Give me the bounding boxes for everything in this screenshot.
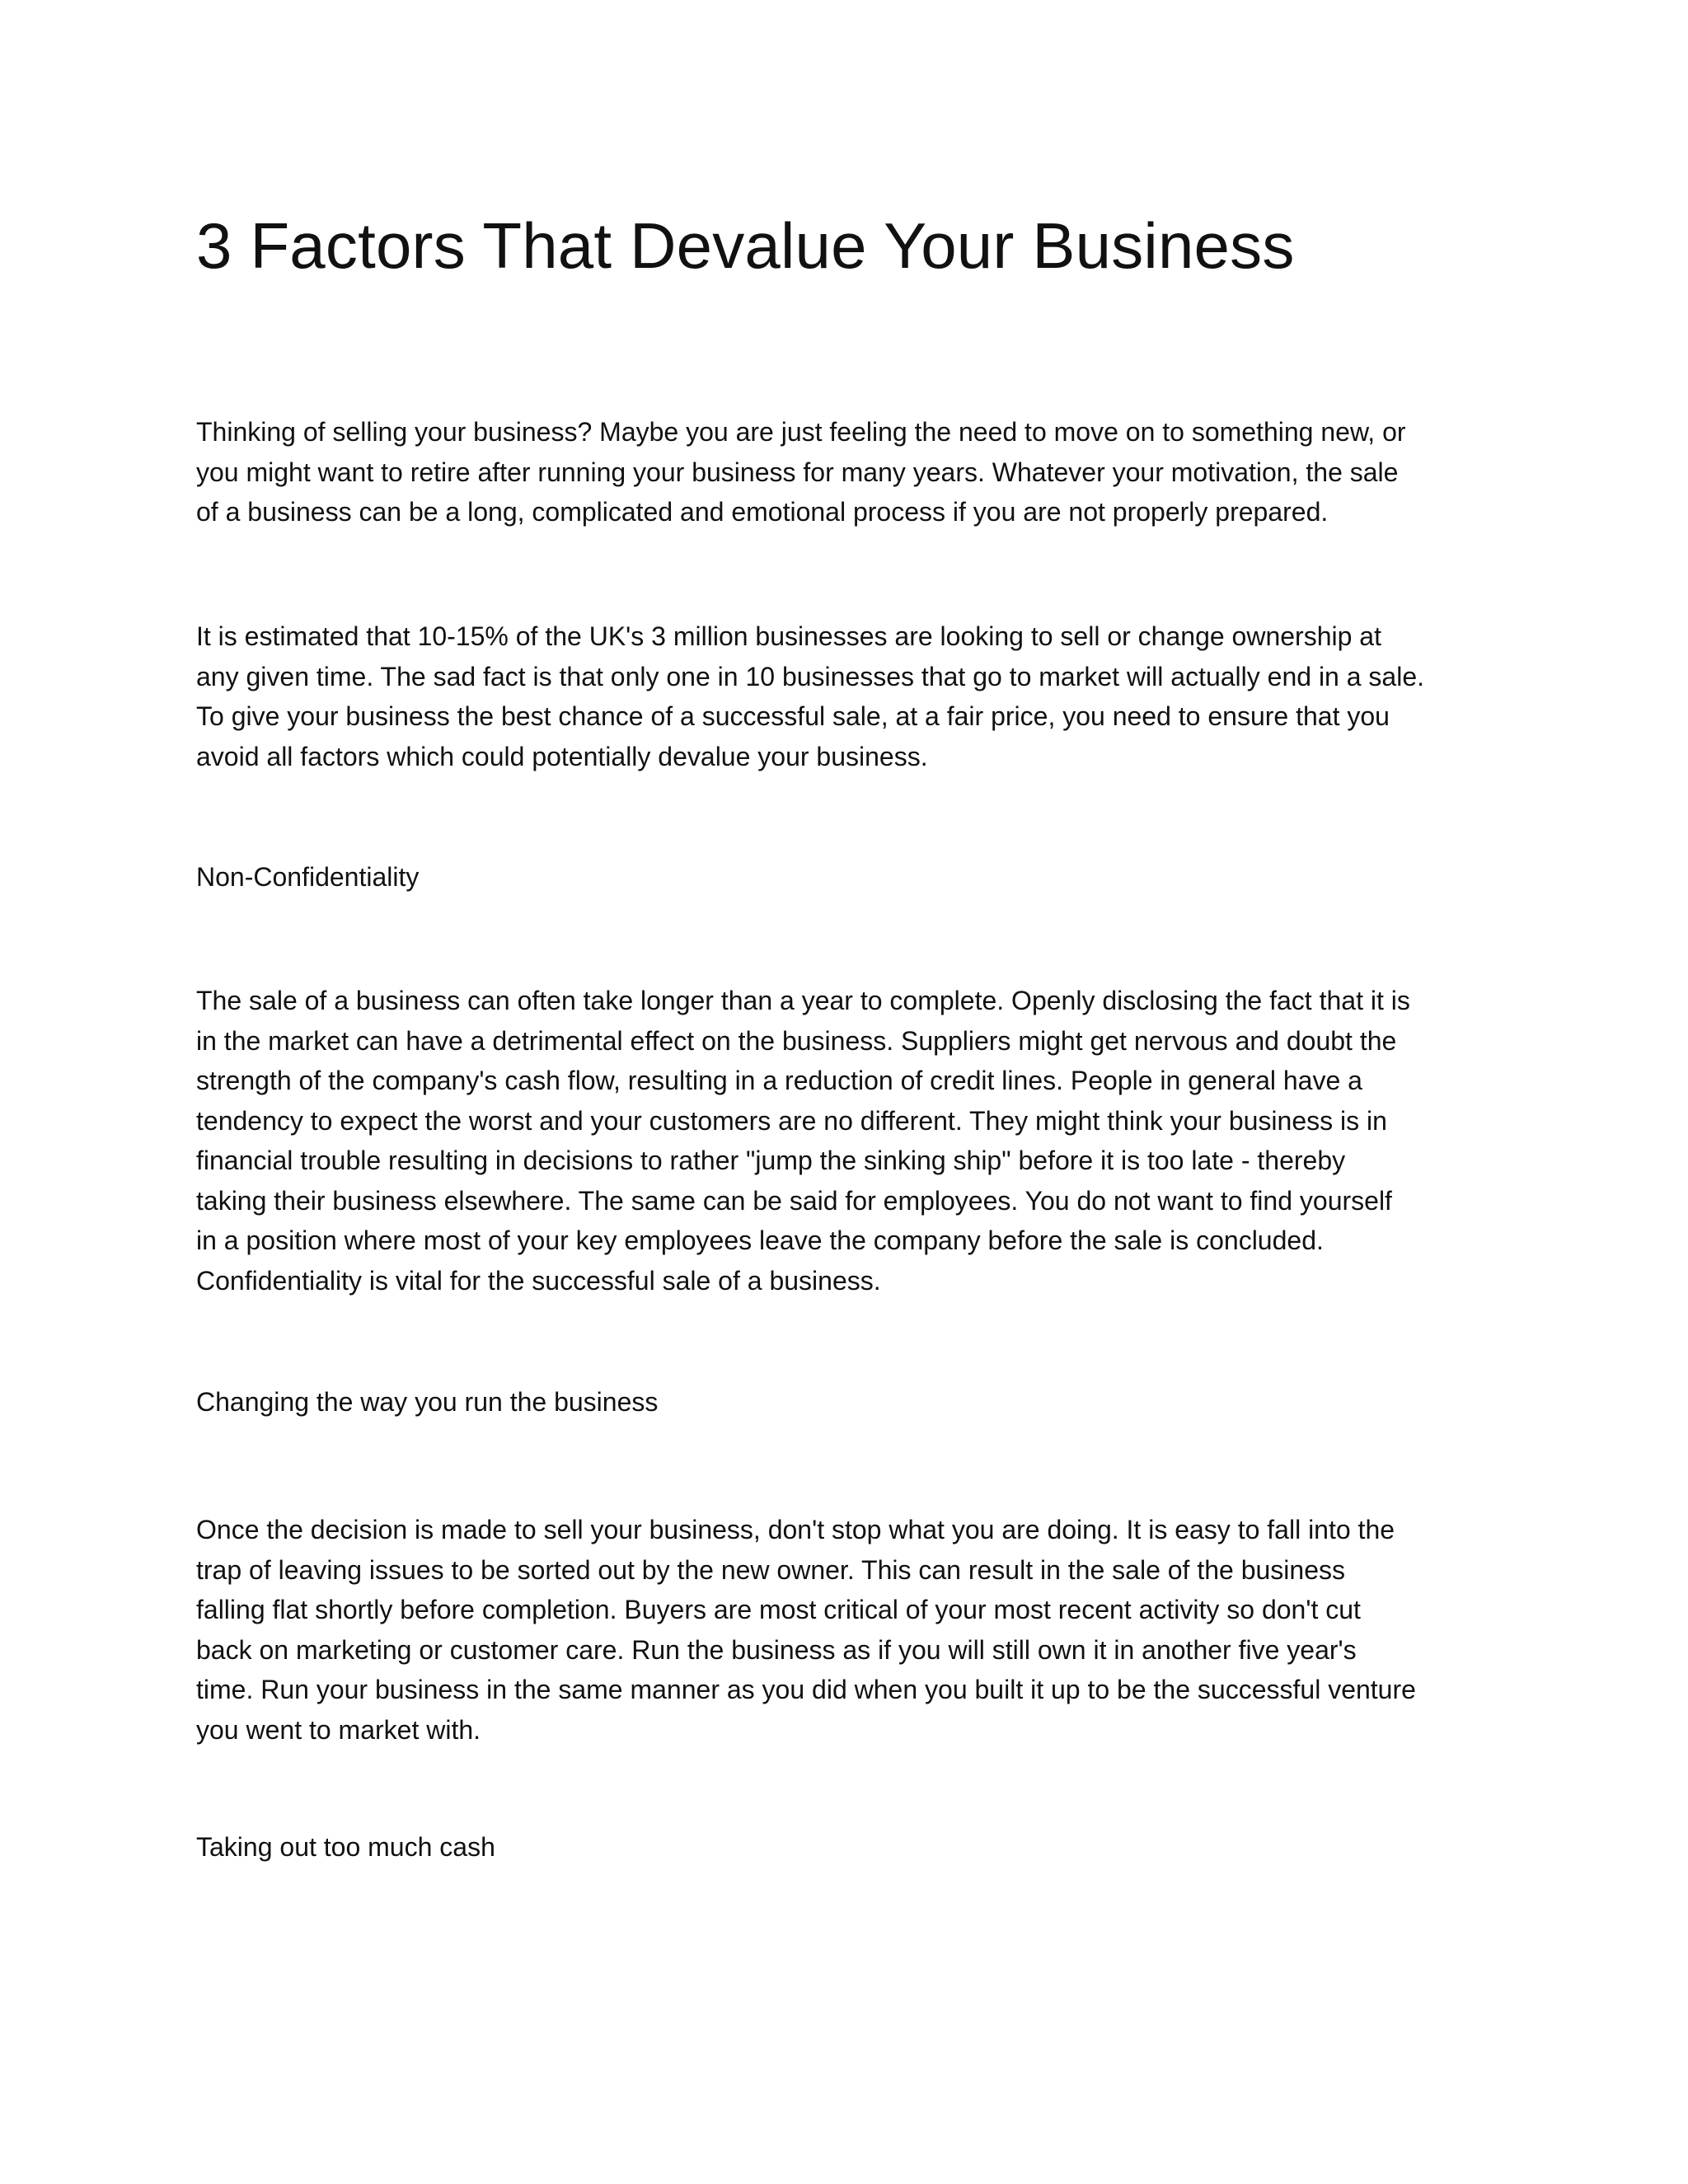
paragraph-line: you went to market with. <box>196 1714 481 1745</box>
paragraph-line: of a business can be a long, complicated and emotional process if you are not properly prepared. <box>196 497 1329 527</box>
paragraph-line: time. Run your business in the same manner as you did when you built it up to be the successful venture <box>196 1675 1416 1704</box>
statistics-paragraph <box>196 616 1498 776</box>
section-heading: Changing the way you run the business <box>196 1387 659 1417</box>
paragraph-line: back on marketing or customer care. Run the business as if you will still own it in another five year's <box>196 1634 1357 1665</box>
paragraph-line: Once the decision is made to sell your business, don't stop what you are doing. It is easy to fall into the <box>196 1515 1395 1544</box>
paragraph-line: any given time. The sad fact is that only one in 10 businesses that go to market will actually end in a sale. <box>196 661 1425 691</box>
changing-the-way-paragraph <box>196 1510 1498 1750</box>
paragraph-line: in the market can have a detrimental effect on the business. Suppliers might get nervous and doubt the <box>196 1025 1397 1056</box>
section-heading-changing-the-way <box>196 1382 1498 1422</box>
paragraph-line: To give your business the best chance of a successful sale, at a fair price, you need to ensure that you <box>196 701 1390 731</box>
paragraph-line: strength of the company's cash flow, resulting in a reduction of credit lines. People in general have a <box>196 1066 1362 1095</box>
section-heading: Non-Confidentiality <box>196 862 420 892</box>
paragraph-line: Confidentiality is vital for the successful sale of a business. <box>196 1265 881 1296</box>
section-heading-taking-out-cash <box>196 1827 1498 1868</box>
paragraph-line: falling flat shortly before completion. Buyers are most critical of your most recent activity so don't cut <box>196 1595 1361 1624</box>
paragraph-line: It is estimated that 10-15% of the UK's 3 million businesses are looking to sell or change ownership at <box>196 621 1381 651</box>
paragraph-line: financial trouble resulting in decisions to rather "jump the sinking ship" before it is too late - thereby <box>196 1146 1346 1175</box>
paragraph-line: taking their business elsewhere. The same can be said for employees. You do not want to find yourself <box>196 1185 1392 1216</box>
paragraph-line: in a position where most of your key employees leave the company before the sale is concluded. <box>196 1226 1324 1255</box>
paragraph-line: avoid all factors which could potentially devalue your business. <box>196 741 928 771</box>
section-heading: Taking out too much cash <box>196 1832 495 1862</box>
paragraph-line: The sale of a business can often take longer than a year to complete. Openly disclosing the fact that it is <box>196 986 1410 1015</box>
paragraph-line: trap of leaving issues to be sorted out by the new owner. This can result in the sale of the business <box>196 1554 1345 1585</box>
section-heading-non-confidentiality <box>196 857 1498 898</box>
paragraph-line: tendency to expect the worst and your customers are no different. They might think your business is in <box>196 1105 1387 1136</box>
paragraph-line: Thinking of selling your business? Maybe you are just feeling the need to move on to something new, or <box>196 417 1406 447</box>
document-title: 3 Factors That Devalue Your Business <box>196 209 1295 282</box>
paragraph-line: you might want to retire after running your business for many years. Whatever your motivation, the sale <box>196 457 1399 487</box>
non-confidentiality-paragraph <box>196 981 1498 1301</box>
intro-paragraph <box>196 412 1498 532</box>
